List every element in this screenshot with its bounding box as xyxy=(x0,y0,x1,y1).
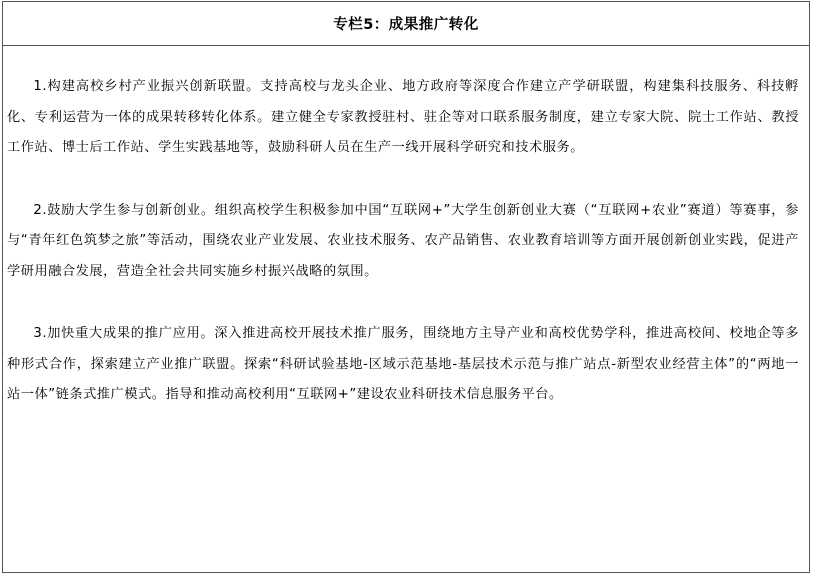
paragraph-2: 2.鼓励大学生参与创新创业。组织高校学生积极参加中国“互联网+”大学生创新创业大赛（“互联网+农业”赛道）等赛事，参与“青年红色筑梦之旅”等活动，围绕农业产业发展、农业技术服务、农产品销售、农业教育培训等方面开展创新创业实践，促进产学研用融合发展，营造全社会共同实施乡村振兴战略的氛围。 xyxy=(7,202,799,279)
paragraph-3: 3.加快重大成果的推广应用。深入推进高校开展技术推广服务，围绕地方主导产业和高校优势学科，推进高校间、校地企等多种形式合作，探索建立产业推广联盟。探索“科研试验基地-区域示范基地-基层技术示范与推广站点-新型农业经营主体”的“两地一站一体”链条式推广模式。指导和推动高校利用“互联网+”建设农业科研技术信息服务平台。 xyxy=(7,326,799,402)
paragraph-1: 1.构建高校乡村产业振兴创新联盟。支持高校与龙头企业、地方政府等深度合作建立产学研联盟，构建集科技服务、科技孵化、专利运营为一体的成果转移转化体系。建立健全专家教授驻村、驻企等对口联系服务制度，建立专家大院、院士工作站、教授工作站、博士后工作站、学生实践基地等，鼓励科研人员在生产一线开展科学研究和技术服务。 xyxy=(7,79,799,155)
info-box xyxy=(2,1,810,573)
box-title: 专栏5：成果推广转化 xyxy=(333,17,479,33)
box-header xyxy=(3,2,809,46)
box-content xyxy=(3,72,809,411)
